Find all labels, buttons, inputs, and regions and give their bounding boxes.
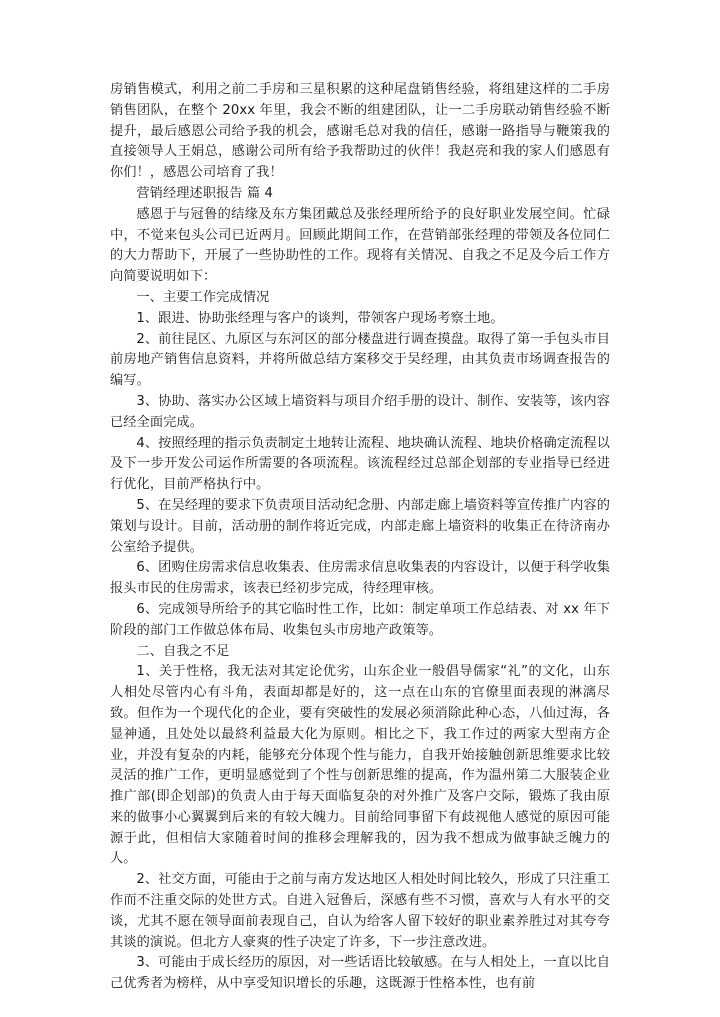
list-item: 6、完成领导所给予的其它临时性工作，比如：制定单项工作总结表、对 xx 年下阶段的部门工作做总体布局、收集包头市房地产政策等。 [110, 601, 610, 638]
paragraph: 感恩于与冠鲁的结缘及东方集团戴总及张经理所给予的良好职业发展空间。忙碌中，不觉来包头公司已近两月。回顾此期间工作，在营销部张经理的带领及各位同仁的大力帮助下，开展了一些协助性的工作。现将有关情况、自我之不足及今后工作方向简要说明如下： [110, 206, 610, 285]
section-heading: 二、自我之不足 [136, 643, 230, 659]
paragraph: 房销售模式，利用之前二手房和三星积累的这种尾盘销售经验，将组建这样的二手房销售团队，在整个 20xx 年里，我会不断的组建团队，让一二手房联动销售经验不断提升，最后感恩公司给予我的机会，感谢毛总对我的信任，感谢一路指导与鞭策我的直接领导人王娟总，感谢公司所有给予我帮助过的伙伴！我赵亮和我的家人们感恩有你们！，感恩公司培育了我！ [110, 82, 610, 181]
section-title: 营销经理述职报告 篇 4 [136, 185, 274, 201]
list-item: 2、前往昆区、九原区与东河区的部分楼盘进行调查摸盘。取得了第一手包头市目前房地产销售信息资料，并将所做总结方案移交于吴经理，由其负责市场调查报告的编写。 [110, 331, 610, 389]
list-item: 4、按照经理的指示负责制定土地转让流程、地块确认流程、地块价格确定流程以及下一步开发公司运作所需要的各项流程。该流程经过总部企划部的专业指导已经进行优化，目前严格执行中。 [110, 435, 610, 493]
list-item: 2、社交方面，可能由于之前与南方发达地区人相处时间比较久，形成了只注重工作而不注重交际的处世方式。自进入冠鲁后，深感有些不习惯，喜欢与人有水平的交谈，尤其不愿在领导面前表现自己，自认为给客人留下较好的职业素养胜过对其夸夸其谈的演说。但北方人豪爽的性子决定了许多，下一步注意改进。 [110, 872, 610, 950]
document-body [110, 80, 610, 995]
list-item: 1、跟进、协助张经理与客户的谈判，带领客户现场考察土地。 [136, 310, 504, 326]
list-item: 6、团购住房需求信息收集表、住房需求信息收集表的内容设计，以便于科学收集报头市民的住房需求，该表已经初步完成，待经理审核。 [110, 560, 610, 597]
list-item: 1、关于性格，我无法对其定论优劣，山东企业一般倡导儒家“礼”的文化，山东人相处尽管内心有斗角，表面却都是好的，这一点在山东的官僚里面表现的淋漓尽致。但作为一个现代化的企业，要有突破性的发展必须消除此种心态，八仙过海，各显神通，且处处以最終利益最大化为原则。相比之下，我工作过的两家大型南方企业，并没有复杂的内耗，能够充分体现个性与能力，自我开始接触创新思维要求比较灵活的推广工作，更明显感觉到了个性与创新思维的提高，作为温州第二大服装企业推广部(即企划部)的负责人由于每天面临复杂的对外推广及客户交际，锻炼了我由原来的做事小心翼翼到后来的有较大魄力。目前给同事留下有歧视他人感觉的原因可能源于此，但相信大家随着时间的推移会理解我的，因为我不想成为做事缺乏魄力的人。 [110, 664, 610, 867]
section-heading: 一、主要工作完成情况 [136, 289, 270, 305]
list-item: 3、可能由于成长经历的原因，对一些话语比较敏感。在与人相处上，一直以比自己优秀者为榜样，从中享受知识增长的乐趣，这既源于性格本性，也有前 [110, 955, 610, 992]
list-item: 3、协助、落实办公区域上墙资料与项目介绍手册的设计、制作、安装等，该内容已经全面完成。 [110, 393, 610, 430]
list-item: 5、在吴经理的要求下负责项目活动纪念册、内部走廊上墙资料等宣传推广内容的策划与设计。目前，活动册的制作将近完成，内部走廊上墙资料的收集正在待济南办公室给予提供。 [110, 497, 610, 555]
